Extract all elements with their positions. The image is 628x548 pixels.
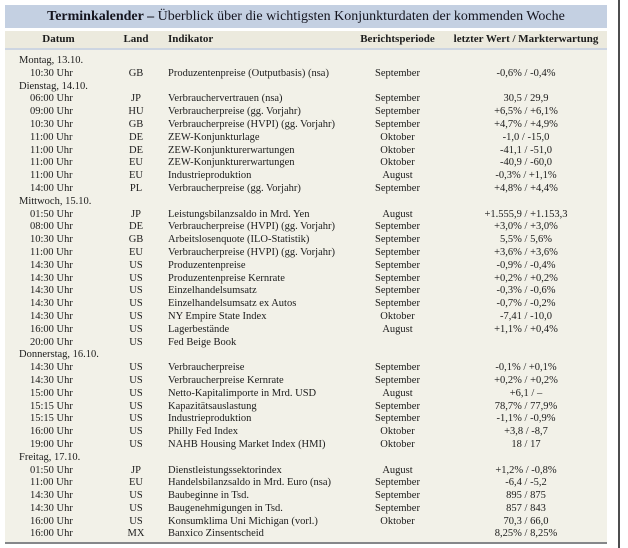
cell-time: 06:00 Uhr	[30, 93, 73, 105]
cell-time: 19:00 Uhr	[30, 438, 73, 450]
cell-value: -0,7% / -0,2%	[496, 298, 556, 310]
cell-period: August	[382, 323, 413, 335]
table-row	[5, 285, 607, 298]
cell-value: +4,8% / +4,4%	[494, 182, 558, 194]
cell-time: 11:00 Uhr	[30, 131, 73, 143]
cell-time: 14:30 Uhr	[30, 490, 73, 502]
cell-period: September	[375, 272, 420, 284]
cell-value: +0,2% / +0,2%	[494, 374, 558, 386]
cell-time: 09:00 Uhr	[30, 106, 73, 118]
col-header-berichtsperiode: Berichtsperiode	[360, 33, 435, 45]
cell-period: September	[375, 259, 420, 271]
cell-indicator: Produzentenpreise (Outputbasis) (nsa)	[168, 67, 329, 79]
cell-indicator: ZEW-Konjunkturerwartungen	[168, 144, 295, 156]
cell-value: +3,0% / +3,0%	[494, 221, 558, 233]
cell-indicator: Verbraucherpreise (HVPI) (gg. Vorjahr)	[168, 221, 335, 233]
cell-value: 70,3 / 66,0	[503, 515, 549, 527]
cell-country: MX	[127, 528, 145, 540]
cell-period: September	[375, 477, 420, 489]
cell-country: EU	[129, 170, 143, 182]
day-label: Freitag, 17.10.	[19, 451, 81, 463]
cell-period: August	[382, 170, 413, 182]
cell-indicator: Arbeitslosenquote (ILO-Statistik)	[168, 234, 310, 246]
cell-time: 11:00 Uhr	[30, 157, 73, 169]
cell-indicator: Einzelhandelsumsatz	[168, 285, 257, 297]
cell-time: 14:30 Uhr	[30, 502, 73, 514]
cell-indicator: Kapazitätsauslastung	[168, 400, 257, 412]
cell-indicator: Produzentenpreise Kernrate	[168, 272, 285, 284]
table-row	[5, 157, 607, 170]
table-row	[5, 183, 607, 196]
cell-time: 10:30 Uhr	[30, 234, 73, 246]
cell-period: September	[375, 67, 420, 79]
table-row	[5, 516, 607, 529]
cell-value: -1,1% / -0,9%	[496, 413, 556, 425]
cell-indicator: Banxico Zinsentscheid	[168, 528, 264, 540]
cell-indicator: Verbraucherpreise (HVPI) (gg. Vorjahr)	[168, 246, 335, 258]
cell-time: 16:00 Uhr	[30, 323, 73, 335]
table-row	[5, 93, 607, 106]
cell-period	[350, 337, 445, 350]
table-body	[5, 50, 607, 544]
cell-indicator: Industrieproduktion	[168, 413, 252, 425]
cell-indicator: Verbraucherpreise	[168, 362, 245, 374]
cell-value: +3,6% / +3,6%	[494, 246, 558, 258]
cell-indicator: NY Empire State Index	[168, 310, 267, 322]
cell-country: US	[129, 400, 143, 412]
cell-period: September	[375, 246, 420, 258]
table-row	[5, 401, 607, 414]
cell-country: PL	[129, 182, 143, 194]
cell-time: 20:00 Uhr	[30, 336, 73, 348]
cell-country: US	[129, 336, 143, 348]
cell-country: DE	[129, 131, 143, 143]
cell-value	[445, 337, 607, 350]
cell-period: September	[375, 298, 420, 310]
cell-period: September	[375, 182, 420, 194]
table-row	[5, 119, 607, 132]
cell-country: US	[129, 310, 143, 322]
cell-country: US	[129, 490, 143, 502]
cell-indicator: Lagerbestände	[168, 323, 230, 335]
cell-country: US	[129, 374, 143, 386]
day-label: Mittwoch, 15.10.	[19, 195, 92, 207]
page-title-bold: Terminkalender –	[47, 9, 155, 24]
cell-indicator: Baugenehmigungen in Tsd.	[168, 502, 283, 514]
cell-value: 5,5% / 5,6%	[500, 234, 552, 246]
day-label: Donnerstag, 16.10.	[19, 349, 99, 361]
cell-country: US	[129, 515, 143, 527]
cell-country: US	[129, 502, 143, 514]
title-bar	[5, 5, 607, 28]
day-header-row	[5, 81, 607, 94]
cell-value: +3,8 / -8,7	[504, 426, 548, 438]
cell-period: Oktober	[380, 157, 415, 169]
cell-indicator: Handelsbilanzsaldo in Mrd. Euro (nsa)	[168, 477, 332, 489]
cell-time: 11:00 Uhr	[30, 246, 73, 258]
cell-value: 30,5 / 29,9	[503, 93, 549, 105]
cell-value: +1.555,9 / +1.153,3	[484, 208, 568, 220]
cell-time: 01:50 Uhr	[30, 464, 73, 476]
col-header-land: Land	[123, 33, 149, 45]
cell-country: US	[129, 438, 143, 450]
cell-country: US	[129, 272, 143, 284]
cell-period: September	[375, 285, 420, 297]
cell-period: September	[375, 118, 420, 130]
cell-time: 08:00 Uhr	[30, 221, 73, 233]
cell-indicator: ZEW-Konjunkturlage	[168, 131, 260, 143]
table-row	[5, 132, 607, 145]
cell-period: Oktober	[380, 515, 415, 527]
cell-period: September	[375, 362, 420, 374]
cell-country: GB	[128, 234, 144, 246]
cell-time: 14:30 Uhr	[30, 259, 73, 271]
cell-country: US	[129, 362, 143, 374]
cell-country: US	[129, 298, 143, 310]
cell-time: 11:00 Uhr	[30, 144, 73, 156]
day-header-row	[5, 349, 607, 362]
cell-time: 10:30 Uhr	[30, 67, 73, 79]
cell-indicator: Industrieproduktion	[168, 170, 252, 182]
cell-time: 14:30 Uhr	[30, 362, 73, 374]
table-row	[5, 145, 607, 158]
cell-indicator: Leistungsbilanzsaldo in Mrd. Yen	[168, 208, 310, 220]
table-row	[5, 221, 607, 234]
day-header-row	[5, 196, 607, 209]
cell-country: EU	[129, 246, 143, 258]
cell-value: -0,3% / +1,1%	[495, 170, 557, 182]
cell-time: 14:00 Uhr	[30, 182, 73, 194]
table-row	[5, 247, 607, 260]
table-row	[5, 375, 607, 388]
table-row	[5, 388, 607, 401]
cell-indicator: Einzelhandelsumsatz ex Autos	[168, 298, 297, 310]
cell-country: GB	[128, 67, 144, 79]
table-row	[5, 503, 607, 516]
cell-country: US	[129, 413, 143, 425]
cell-indicator: Netto-Kapitalimporte in Mrd. USD	[168, 387, 317, 399]
table-row	[5, 170, 607, 183]
cell-time: 10:30 Uhr	[30, 118, 73, 130]
cell-period: September	[375, 413, 420, 425]
cell-time: 14:30 Uhr	[30, 285, 73, 297]
cell-value: +6,5% / +6,1%	[494, 106, 558, 118]
cell-period: September	[375, 221, 420, 233]
cell-country: US	[129, 259, 143, 271]
day-label: Dienstag, 14.10.	[19, 80, 88, 92]
table-row	[5, 273, 607, 286]
cell-indicator: Fed Beige Book	[168, 336, 237, 348]
cell-indicator: Philly Fed Index	[168, 426, 238, 438]
cell-time: 14:30 Uhr	[30, 374, 73, 386]
cell-country: JP	[131, 464, 141, 476]
cell-indicator: ZEW-Konjunkturerwartungen	[168, 157, 295, 169]
col-header-datum: Datum	[42, 33, 75, 45]
table-row	[5, 413, 607, 426]
page-right-border	[618, 0, 620, 548]
cell-country: US	[129, 387, 143, 399]
cell-period: September	[375, 234, 420, 246]
cell-value: -6,4 / -5,2	[505, 477, 547, 489]
table-row	[5, 298, 607, 311]
cell-country: JP	[131, 93, 141, 105]
cell-period: Oktober	[380, 426, 415, 438]
cell-country: EU	[129, 157, 143, 169]
cell-period: September	[375, 400, 420, 412]
table-row	[5, 311, 607, 324]
table-row	[5, 209, 607, 222]
cell-time: 14:30 Uhr	[30, 298, 73, 310]
cell-time: 14:30 Uhr	[30, 310, 73, 322]
table-row	[5, 439, 607, 452]
cell-time: 11:00 Uhr	[30, 170, 73, 182]
cell-value: 895 / 875	[506, 490, 546, 502]
day-label: Montag, 13.10.	[19, 55, 84, 66]
cell-value: -0,6% / -0,4%	[496, 67, 556, 79]
cell-value: -40,9 / -60,0	[500, 157, 552, 169]
cell-value: -41,1 / -51,0	[500, 144, 552, 156]
cell-period: August	[382, 464, 413, 476]
column-header-row	[5, 31, 607, 50]
cell-indicator: Dienstleistungssektorindex	[168, 464, 282, 476]
cell-value: +0,2% / +0,2%	[494, 272, 558, 284]
cell-time: 11:00 Uhr	[30, 477, 73, 489]
col-header-indikator: Indikator	[168, 33, 214, 45]
cell-country: US	[129, 285, 143, 297]
cell-value: +4,7% / +4,9%	[494, 118, 558, 130]
cell-time: 14:30 Uhr	[30, 272, 73, 284]
col-header-letzter-wert: letzter Wert / Markterwartung	[453, 33, 599, 45]
cell-value: -0,3% / -0,6%	[496, 285, 556, 297]
cell-indicator: Verbraucherpreise (gg. Vorjahr)	[168, 106, 301, 118]
table-row	[5, 528, 607, 541]
cell-value: 857 / 843	[506, 502, 546, 514]
day-header-row	[5, 55, 607, 68]
cell-time: 15:00 Uhr	[30, 387, 73, 399]
cell-value: +1,1% / +0,4%	[494, 323, 558, 335]
cell-country: EU	[129, 477, 143, 489]
cell-indicator: NAHB Housing Market Index (HMI)	[168, 438, 326, 450]
cell-country: US	[129, 323, 143, 335]
table-row	[5, 490, 607, 503]
table-row	[5, 68, 607, 81]
cell-country: DE	[129, 221, 143, 233]
table-row	[5, 362, 607, 375]
table-row	[5, 477, 607, 490]
cell-period: August	[382, 208, 413, 220]
table-row	[5, 324, 607, 337]
cell-time: 16:00 Uhr	[30, 426, 73, 438]
table-row	[5, 426, 607, 439]
table-row	[5, 465, 607, 478]
page-title-rest: Überblick über die wichtigsten Konjunkturdaten der kommenden Woche	[154, 9, 565, 24]
cell-value: 78,7% / 77,9%	[494, 400, 558, 412]
cell-period: September	[375, 106, 420, 118]
cell-time: 15:15 Uhr	[30, 400, 73, 412]
cell-value: -0,9% / -0,4%	[496, 259, 556, 271]
cell-indicator: Verbraucherpreise (HVPI) (gg. Vorjahr)	[168, 118, 335, 130]
cell-country: US	[129, 426, 143, 438]
cell-period: September	[375, 374, 420, 386]
cell-period: Oktober	[380, 131, 415, 143]
table-row	[5, 337, 607, 350]
cell-country: JP	[131, 208, 141, 220]
cell-period: August	[382, 387, 413, 399]
table-row	[5, 234, 607, 247]
cell-time: 16:00 Uhr	[30, 528, 73, 540]
cell-indicator: Konsumklima Uni Michigan (vorl.)	[168, 515, 318, 527]
cell-indicator: Produzentenpreise	[168, 259, 246, 271]
table-row	[5, 260, 607, 273]
cell-time: 01:50 Uhr	[30, 208, 73, 220]
cell-period: September	[375, 93, 420, 105]
cell-value: -0,1% / +0,1%	[495, 362, 557, 374]
cell-time: 16:00 Uhr	[30, 515, 73, 527]
cell-value: -1,0 / -15,0	[502, 131, 550, 143]
cell-country: HU	[128, 106, 144, 118]
cell-indicator: Verbrauchervertrauen (nsa)	[168, 93, 283, 105]
table-row	[5, 106, 607, 119]
cell-time: 15:15 Uhr	[30, 413, 73, 425]
cell-indicator: Baubeginne in Tsd.	[168, 490, 250, 502]
cell-period: September	[375, 490, 420, 502]
cell-period: Oktober	[380, 144, 415, 156]
cell-value: +1,2% / -0,8%	[495, 464, 557, 476]
cell-value: 18 / 17	[511, 438, 541, 450]
day-header-row	[5, 452, 607, 465]
cell-indicator: Verbraucherpreise Kernrate	[168, 374, 284, 386]
cell-period: Oktober	[380, 310, 415, 322]
cell-value: -7,41 / -10,0	[500, 310, 552, 322]
cell-period: September	[375, 502, 420, 514]
cell-country: GB	[128, 118, 144, 130]
cell-period	[350, 528, 445, 541]
cell-country: DE	[129, 144, 143, 156]
cell-indicator: Verbraucherpreise (gg. Vorjahr)	[168, 182, 301, 194]
cell-value: 8,25% / 8,25%	[494, 528, 558, 540]
cell-period: Oktober	[380, 438, 415, 450]
cell-value: +6,1 / –	[509, 387, 543, 399]
